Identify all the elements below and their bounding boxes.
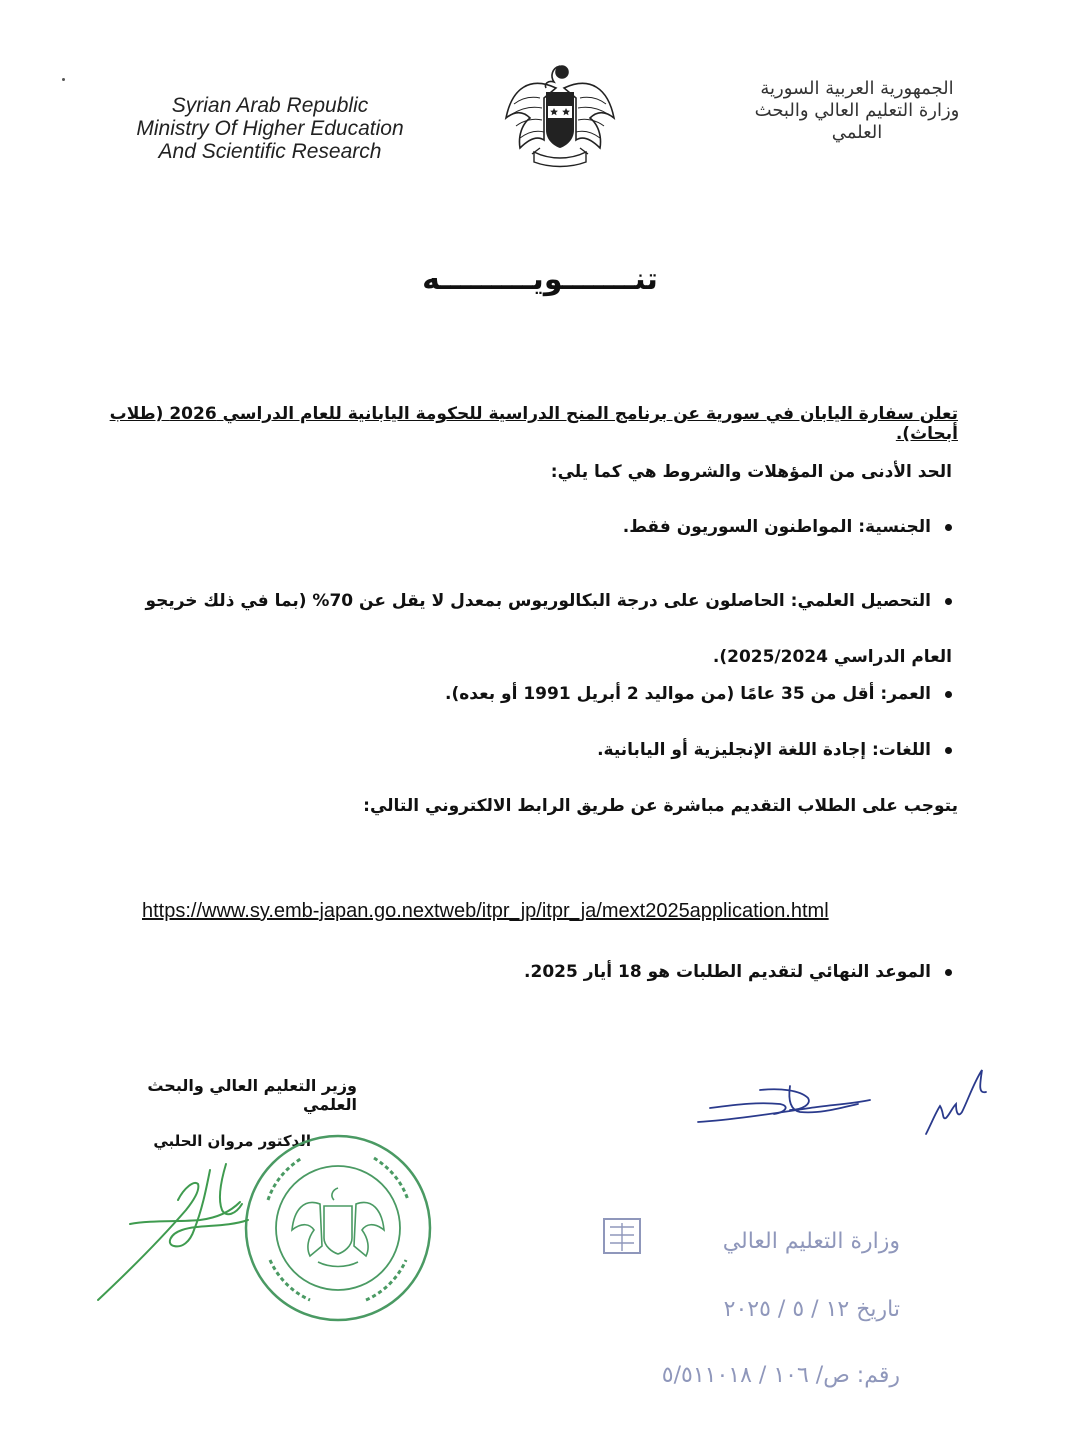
english-letterhead-line1: Syrian Arab Republic — [171, 94, 369, 117]
intro-paragraph: تعلن سفارة اليابان في سورية عن برنامج المنح الدراسية للحكومة اليابانية للعام الدراسي 2026 (طلاب أبحاث). — [109, 404, 958, 444]
arabic-letterhead — [732, 78, 982, 144]
list-item — [122, 684, 952, 704]
bullet-text: الجنسية: المواطنون السوريون فقط. — [622, 517, 931, 537]
minister-name: الدكتور مروان الحلبي — [153, 1132, 311, 1150]
application-link[interactable]: https://www.sy.emb-japan.go.nextweb/itpr_jp/itpr_ja/mext2025application.html — [142, 900, 829, 922]
arabic-letterhead-line2: وزارة التعليم العالي والبحث — [754, 100, 960, 121]
bullet-icon — [945, 691, 952, 698]
eagle-emblem-icon — [500, 58, 620, 170]
list-item — [122, 573, 952, 685]
bullet-icon — [945, 747, 952, 754]
bullet-text: التحصيل العلمي: الحاصلون على درجة البكالوريوس بمعدل لا يقل عن 70% (بما في ذلك خريجو العام الدراسي 2025/2024). — [145, 591, 952, 667]
stamp-ministry-line: وزارة التعليم العالي — [722, 1229, 900, 1254]
english-letterhead-line3: And Scientific Research — [158, 140, 382, 163]
arabic-letterhead-line1: الجمهورية العربية السورية — [760, 78, 954, 99]
list-item — [122, 517, 952, 537]
english-letterhead-line2: Ministry Of Higher Education — [136, 117, 404, 140]
list-item-deadline — [122, 962, 952, 982]
apply-instruction: يتوجب على الطلاب التقديم مباشرة عن طريق الرابط الالكتروني التالي: — [363, 796, 958, 816]
deadline-text: الموعد النهائي لتقديم الطلبات هو 18 أيار 2025. — [524, 962, 931, 982]
stamp-date-line: تاريخ ١٢ / ٥ / ٢٠٢٥ — [723, 1297, 900, 1322]
minister-title: وزير التعليم العالي والبحث العلمي — [147, 1076, 357, 1114]
bullet-icon — [945, 969, 952, 976]
bullet-icon — [945, 524, 952, 531]
list-item — [122, 740, 952, 760]
registration-stamp — [560, 1205, 910, 1415]
requirements-heading: الحد الأدنى من المؤهلات والشروط هي كما يلي: — [550, 462, 952, 482]
bullet-text: العمر: أقل من 35 عامًا (من مواليد 2 أبريل 1991 أو بعده). — [445, 684, 931, 704]
minister-signature-icon — [90, 1150, 270, 1310]
arabic-letterhead-line3: العلمي — [831, 122, 883, 143]
handwritten-initials-icon — [690, 1060, 1010, 1140]
bullet-icon — [945, 598, 952, 605]
english-letterhead — [100, 94, 440, 163]
stamp-emblem-icon — [602, 1215, 644, 1257]
notice-title: تنـــــــويـــــــــه — [422, 262, 658, 297]
stamp-number-line: رقم: ص/ ١٠٦ / ٥/٥١١٠١٨ — [661, 1363, 900, 1388]
scan-speck — [62, 78, 65, 81]
bullet-text: اللغات: إجادة اللغة الإنجليزية أو اليابانية. — [597, 740, 931, 760]
